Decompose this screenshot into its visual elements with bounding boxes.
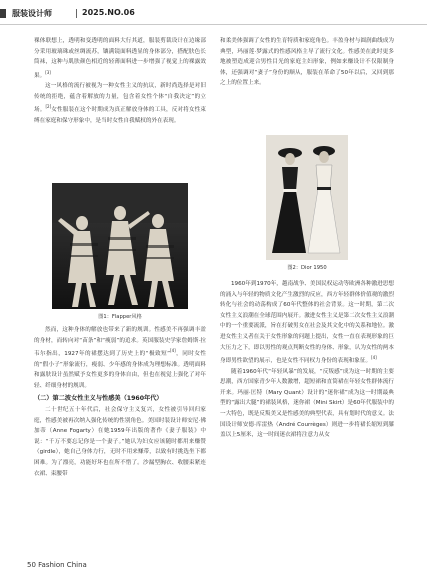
issue-number: 2025.NO.06 (82, 8, 135, 17)
paragraph-text: 女性服装在这个时期成为真正解放身体的工具，反对将女性束缚在家庭和保守形象中，是当时女性自我赋权的外在表现。 (34, 107, 206, 124)
page-footer (27, 561, 87, 569)
page-number: 50 (27, 561, 36, 569)
paragraph-text: 1960年到1970年，越南战争、美国民权运动等欧洲各种激进思想的涌入与年轻的物质文化产生激烈的反应，西方年轻群体价值观的激烈转化与社会的动荡构成了60年代整体的社会背景。这一时期，第二次女性主义浪潮在全球范围内展开。激进女性主义是第二次女性主义浪潮中的一个重要流派，旨在打破男女在社会及其文化中的关系和地位。激进女性主义者在关于女性形象的问题上提出，女性一直在表现形象的巨大压力之下，即以男性的观点判断女性的身体、形象，认为女性的两本身即男性欲望的展示，也是女性不同权力身份的表现和象征。 (220, 281, 394, 365)
citation-ref: [3] (45, 69, 51, 75)
paragraph-text: 随着1960年代“年轻风暴”的发展，“反叛感”成为这一时期的主要思潮，西方国家青少年人数激增，超短裙和直筒裙在年轻女性群体流行开来。玛丽·匡特（Mary Quant）设计的“迷你裙”成为这一时期最典型的“露出大腿”的裙装风格，迷你裙（Mini Skirt）是60年代服装中的一大特色，既是反叛美又是性感美的典型代表，具有划时代的意义。法国设计师安德·库雷热（André Courrèges）则进一步将裙长缩短到膝盖以上5厘米，这一时间迷衣裙将注意力从女 (220, 368, 394, 439)
running-header (0, 0, 427, 26)
paragraph (34, 405, 206, 479)
right-column-top (220, 36, 394, 89)
figure-1-image (52, 183, 188, 309)
paragraph (34, 36, 206, 81)
citation-ref: [4] (371, 355, 377, 361)
left-column-top (34, 36, 206, 126)
header-marker (0, 9, 6, 18)
magazine-title: 服装设计师 (12, 9, 52, 18)
citation-ref: [4] (170, 348, 176, 354)
paragraph (34, 325, 206, 391)
dior-photo (266, 135, 348, 260)
header-rule (0, 24, 427, 25)
section-heading: （二）第二波女性主义与性感美（1960年代） (34, 395, 163, 403)
figure-2-caption: 图2：Dior 1950 (287, 265, 327, 271)
header-separator (76, 9, 77, 18)
magazine-brand: Fashion China (38, 561, 87, 569)
paragraph-text: 和柔美体强调了女性的生育特质和家庭角色。丰盈身材与圆润曲线成为典型，玛丽莲·梦露式的性感风格主导了流行文化。性感美在此时更多地被塑造成迎合男性目光的家庭主妇形象，例如来赚设计不仅限制身体，还强调对“妻子”身份的顺从，服装在革命了50年以后，又回到那之上的位置上来。 (220, 38, 394, 87)
paragraph (34, 81, 206, 126)
left-column-bottom (34, 325, 206, 479)
right-column-bottom (220, 279, 394, 441)
paragraph (220, 279, 394, 367)
citation-ref: [2] (45, 104, 52, 110)
paragraph (220, 36, 394, 89)
figure-2-image (266, 135, 348, 260)
paragraph-text: ，同时女性的“假小子”形象流行，瘦弱、少年感的身体成为理想标准。透明面料和露肤设计虽然赋予女性更多的身体自由，但也在视觉上强化了对年轻、纤细身材的规训。 (34, 351, 206, 389)
paragraph-text: 裸体联想上，透明和变透明的面料大行其道，服装剪裁设计在边缘部分采用玻璃珠或丝绸流苏，镶满镜面料透显的身体部分，搭配肤色长筒袜，这种与肌肤颜色相近的轻薄面料进一步增强了视觉上的裸露效果。 (34, 38, 206, 79)
paragraph-text: 然而，这种身体的解放也带来了新的规训。性感美不再强调丰盈的身材，而转向对“苗条”和“瘦弱”的追求。英国服装史学家詹姆斯·拉韦尔指出，1927年的裙摆达到了历史上的“极致短” (34, 327, 206, 358)
paragraph-text: 二十世纪五十年代后，社会保守主义复兴，女性被引导回归家庭，性感美被再次纳入强化传统的性别角色。美国时装设计师安尼·佛加蒂（Anne Fogarty）在她1959年出版的著作《妻子服装》中说：“千万不要忘记你是一个妻子。”她认为妇女应该随时都用来赚赞（girdle），她自己身体力行，无时不用来赚带，以致有时挑选坐下都困难。为了漂亮，功能好坏也在所不惜了。沙漏型胸衣、收腰束紧连衣裙、束腰带 (34, 407, 206, 477)
paragraph-text: 这一风格的流行被视为一种女性主义的抗议，新时尚选择是对旧传统的拒绝，蕴含着解放的力量，包含着女性个体“自我决定”的立场。 (34, 83, 206, 114)
paragraph (220, 367, 394, 441)
flapper-photo (52, 183, 188, 309)
figure-1-caption: 图1：Flapper风格 (98, 314, 142, 320)
